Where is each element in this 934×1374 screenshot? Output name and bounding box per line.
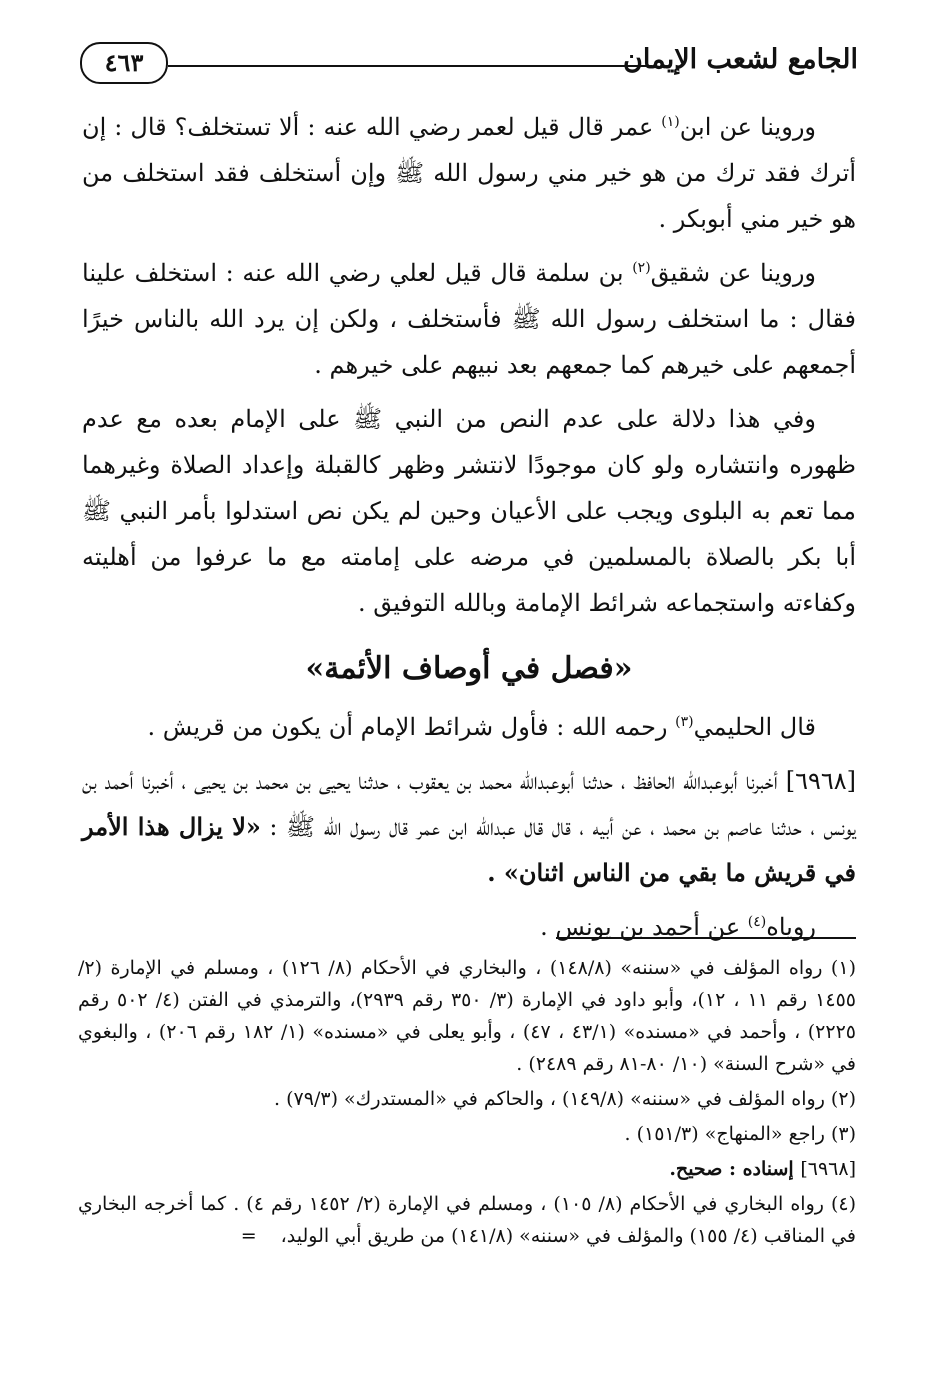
footnote-divider — [556, 937, 856, 939]
footnote-4-text: (٤) رواه البخاري في الأحكام (٨/ ١٠٥) ، ومسلم في الإمارة (٢/ ١٤٥٢ رقم ٤) . كما أخرجه البخاري في المناقب (٤/ ١٥٥) والمؤلف في «سننه» (١٤١/٨) من طريق أبي الوليد، — [78, 1193, 857, 1247]
footnotes — [78, 952, 856, 1255]
hadith-text: «لا يزال هذا الأمر في قريش ما بقي من الناس اثنان» . — [82, 812, 856, 887]
footnote-2: (٢) رواه المؤلف في «سننه» (١٤٩/٨) ، والحاكم في «المستدرك» (٧٩/٣) . — [274, 1088, 856, 1110]
paragraph-6-rest: عن أحمد بن يونس . — [540, 913, 748, 941]
paragraph-1-rest: عمر قال قيل لعمر رضي الله عنه : ألا تستخلف؟ قال : إن أترك فقد ترك من هو خير مني رسول الله ﷺ وإن أستخلف فقد استخلف من هو خير مني أبوبكر . — [82, 113, 856, 233]
footnote-ref-1: (١) — [661, 114, 680, 130]
paragraph-2-start: وروينا عن شقيق — [650, 259, 817, 287]
footnote-3: (٣) راجع «المنهاج» (١٥١/٣) . — [624, 1123, 856, 1145]
paragraph-2-rest: بن سلمة قال قيل لعلي رضي الله عنه : استخلف علينا فقال : ما استخلف رسول الله ﷺ فأستخلف ، ولكن إن يرد الله بالناس خيرًا أجمعهم على خيرهم كما جمعهم بعد نبيهم على خيرهم . — [82, 259, 856, 379]
footnote-ref-2: (٢) — [632, 260, 651, 276]
paragraph-1 — [82, 104, 856, 242]
hadith-number: [٦٩٦٨] — [785, 767, 856, 795]
paragraph-4 — [82, 704, 856, 750]
main-text — [82, 104, 856, 958]
footnote-ref-3: (٣) — [675, 714, 694, 730]
paragraph-2 — [82, 250, 856, 388]
footnote-4 — [78, 1188, 856, 1252]
footnote-isnad-text: إسناده : صحيح. — [669, 1158, 801, 1180]
hadith-chain: أخبرنا أبوعبدالله الحافظ ، حدثنا أبوعبدالله محمد بن يعقوب ، حدثنا يحيى بن محمد بن يحيى ، أخبرنا أحمد بن يونس ، حدثنا عاصم بن محمد ، عن أبيه ، قال قال عبدالله ابن عمر قال رسول الله ﷺ : — [82, 767, 857, 841]
page-number: ٤٦٣ — [80, 42, 168, 84]
page-header — [80, 36, 858, 88]
book-title: الجامع لشعب الإيمان — [623, 44, 858, 75]
footnote-isnad-number: [٦٩٦٨] — [800, 1158, 856, 1180]
footnote-ref-4: (٤) — [747, 914, 767, 930]
paragraph-4-rest: رحمه الله : فأول شرائط الإمام أن يكون من قريش . — [147, 713, 676, 741]
paragraph-4-start: قال الحليمي — [693, 713, 816, 741]
continuation-mark: = — [240, 1225, 257, 1247]
section-heading: «فصل في أوصاف الأئمة» — [305, 651, 633, 686]
paragraph-3: وفي هذا دلالة على عدم النص من النبي ﷺ على الإمام بعده مع عدم ظهوره وانتشاره ولو كان موجودًا لانتشر وظهر كالقبلة وإعداد الصلاة وغيرهما مما تعم به البلوى ويجب على الأعيان وحين لم يكن نص استدلوا بأمر النبي ﷺ أبا بكر بالصلاة بالمسلمين في مرضه على إمامته مع ما عرفوا من أهليته وكفاءته واستجماعه شرائط الإمامة وبالله التوفيق . — [82, 405, 857, 617]
footnote-isnad — [78, 1153, 856, 1185]
paragraph-1-start: وروينا عن ابن — [679, 113, 816, 141]
footnote-1: (١) رواه المؤلف في «سننه» (١٤٨/٨) ، والبخاري في الأحكام (٨/ ١٢٦) ، ومسلم في الإمارة (٢/ ١٤٥٥ رقم ١١ ، ١٢)، وأبو داود في الإمارة (٣/ ٣٥٠ رقم ٢٩٣٩)، والترمذي في الفتن (٤/ ٥٠٢ رقم ٢٢٢٥) ، وأحمد في «مسنده» (٤٣/١ ، ٤٧) ، وأبو يعلى في «مسنده» (١/ ١٨٢ رقم ٢٠٦) ، والبغوي في «شرح السنة» (١٠/ ٨٠-٨١ رقم ٢٤٨٩) . — [78, 957, 856, 1075]
paragraph-6 — [82, 904, 856, 950]
paragraph-6-start: روياه — [766, 913, 816, 941]
hadith-paragraph — [82, 758, 856, 896]
header-rule — [168, 65, 652, 67]
